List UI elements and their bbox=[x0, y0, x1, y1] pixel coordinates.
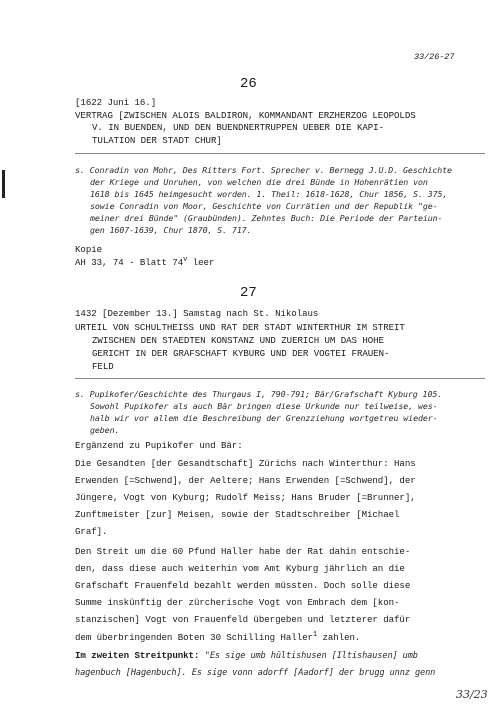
body-line: Erwenden [=Schwend], der Aeltere; Hans Erwenden [=Schwend], der bbox=[75, 475, 416, 486]
page-mark-handwritten: 33/23 bbox=[456, 688, 488, 701]
separator bbox=[75, 153, 485, 154]
title-line: TULATION DER STADT CHUR] bbox=[92, 135, 222, 146]
body-line: Zunftmeister [zur] Meisen, sowie der Stadtschreiber [Michael bbox=[75, 509, 400, 520]
separator bbox=[75, 378, 485, 379]
title-line: ZWISCHEN DEN STAEDTEN KONSTANZ UND ZUERICH UM DAS HOHE bbox=[92, 335, 384, 346]
quote-line: hagenbuch [Hagenbuch]. Es sige vonn adorff [Aadorf] der brugg unnz genn bbox=[75, 668, 436, 678]
body-line: Graf]. bbox=[75, 526, 108, 537]
title-line: GERICHT IN DER GRAFSCHAFT KYBURG UND DER VOGTEI FRAUEN- bbox=[92, 348, 390, 359]
note-line: 1618 bis 1645 heimgesucht worden. 1. Theil: 1618-1628, Chur 1856, S. 375, bbox=[90, 189, 448, 199]
document-26-date: [1622 Juni 16.] bbox=[75, 97, 157, 108]
body-line: dem überbringenden Boten 30 Schilling Haller$^1$ zahlen. bbox=[75, 631, 361, 644]
title-line: FELD bbox=[92, 361, 114, 372]
margin-mark bbox=[2, 170, 5, 198]
note-line: s. Pupikofer/Geschichte des Thurgaus I, 790-791; Bär/Grafschaft Kyburg 105. bbox=[75, 389, 443, 399]
body-line: Grafschaft Frauenfeld bezahlt werden müssten. Doch solle diese bbox=[75, 580, 411, 591]
body-line: stanzischen] Vogt von Frauenfeld übergeben und letzterer dafür bbox=[75, 614, 411, 625]
second-point-line: Im zweiten Streitpunkt: "Es sige umb hültishusen [Iltishausen] umb bbox=[75, 650, 418, 661]
note-line: gen 1607-1639, Chur 1870, S. 717. bbox=[90, 225, 252, 235]
body-line: Den Streit um die 60 Pfund Haller habe der Rat dahin entschie- bbox=[75, 546, 411, 557]
note-line: Sowohl Pupikofer als auch Bär bringen diese Urkunde nur teilweise, wes- bbox=[90, 401, 438, 411]
document-27-date: 1432 [Dezember 13.] Samstag nach St. Nikolaus bbox=[75, 308, 319, 319]
body-line: Summe inskünftig der zürcherische Vogt von Embrach dem [kon- bbox=[75, 597, 400, 608]
copy-label: Kopie bbox=[75, 244, 103, 255]
note-line: geben. bbox=[90, 425, 120, 435]
note-line: der Kriege und Unruhen, von welchen die drei Bünde in Hohenrätien von bbox=[90, 177, 428, 187]
document-number-26: 26 bbox=[240, 76, 257, 92]
archive-reference: 33/26-27 bbox=[414, 52, 455, 62]
title-line: V. IN BUENDEN, UND DEN BUENDNERTRUPPEN UEBER DIE KAPI- bbox=[92, 122, 384, 133]
note-line: sowie Conradin von Moor, Geschichte von Currätien und der Republik "ge- bbox=[90, 201, 438, 211]
document-number-27: 27 bbox=[240, 285, 257, 301]
body-line: den, dass diese auch weiterhin vom Amt Kyburg jährlich an die bbox=[75, 563, 405, 574]
copy-reference: AH 33, 74 - Blatt 74$^v$ leer bbox=[75, 256, 215, 269]
note-line: s. Conradin von Mohr, Des Ritters Fort. Sprecher v. Bernegg J.U.D. Geschichte bbox=[75, 165, 452, 175]
note-line: halb wir vor allem die Beschreibung der Grenzziehung wortgetreu wieder- bbox=[90, 413, 438, 423]
title-line: VERTRAG [ZWISCHEN ALOIS BALDIRON, KOMMANDANT ERZHERZOG LEOPOLDS bbox=[75, 110, 416, 121]
body-line: Die Gesandten [der Gesandtschaft] Zürichs nach Winterthur: Hans bbox=[75, 458, 416, 469]
note-line: meiner drei Bünde" (Graubünden). Zehntes Buch: Die Periode der Parteiun- bbox=[90, 213, 443, 223]
intro-line: Ergänzend zu Pupikofer und Bär: bbox=[75, 440, 243, 451]
title-line: URTEIL VON SCHULTHEISS UND RAT DER STADT WINTERTHUR IM STREIT bbox=[75, 322, 405, 333]
body-line: Jüngere, Vogt von Kyburg; Rudolf Meiss; Hans Bruder [=Brunner], bbox=[75, 492, 416, 503]
